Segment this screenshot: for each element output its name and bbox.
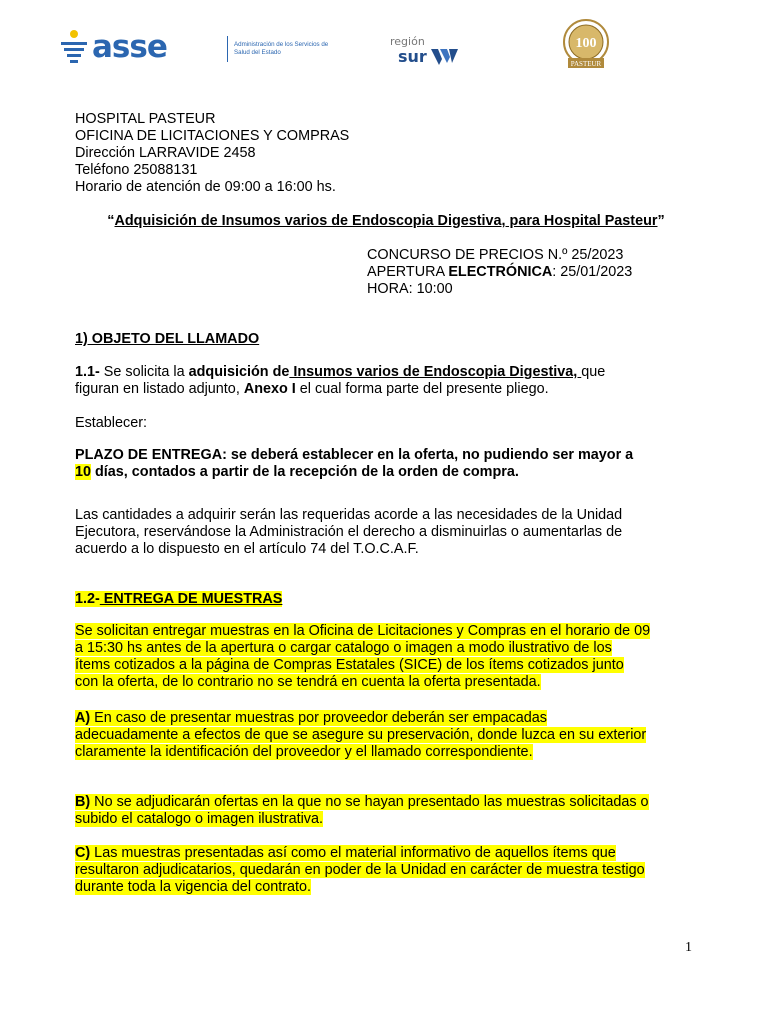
asse-tagline: Administración de los Servicios de Salud del Estado (234, 41, 329, 56)
region-sur-logo (388, 35, 468, 67)
svg-text:PASTEUR: PASTEUR (570, 60, 602, 68)
region-word: región (390, 35, 425, 48)
asse-logo (60, 28, 329, 68)
item-c-paragraph: C) Las muestras presentadas así como el material informativo de aquellos ítems que resultaron adjudicatarios, quedarán en poder de la Unidad en carácter de muestra testigo durante toda la vigencia del contrato. (75, 845, 645, 895)
document-title: “Adquisición de Insumos varios de Endoscopia Digestiva, para Hospital Pasteur” (107, 213, 665, 229)
hora-line: HORA: 10:00 (367, 281, 453, 297)
section-heading-muestras: 1.2- ENTREGA DE MUESTRAS (75, 591, 283, 607)
chevron-arrows-icon (431, 49, 459, 65)
address-line: Dirección LARRAVIDE 2458 (75, 145, 256, 161)
page-number: 1 (685, 940, 692, 955)
sur-word: sur (398, 47, 427, 66)
concurso-number: CONCURSO DE PRECIOS N.º 25/2023 (367, 247, 624, 263)
phone-line: Teléfono 25088131 (75, 162, 198, 178)
item-b-paragraph: B) No se adjudicarán ofertas en la que no se hayan presentado las muestras solicitadas o subido el catalogo o imagen ilustrativa. (75, 794, 649, 827)
asse-wordmark: asse (92, 29, 167, 65)
office-name: OFICINA DE LICITACIONES Y COMPRAS (75, 128, 350, 144)
asse-sun-icon (60, 28, 90, 66)
section-heading-objeto: 1) OBJETO DEL LLAMADO (75, 331, 260, 347)
concurso-info (367, 247, 632, 298)
address-block (75, 111, 697, 196)
cantidades-paragraph: Las cantidades a adquirir serán las requeridas acorde a las necesidades de la Unidad Ejecutora, reservándose la Administración el derecho a disminuirlas o aumentarlas de acuerdo a lo dispuesto en el artículo 74 del T.O.C.A.F. (75, 507, 623, 557)
establecer-label: Establecer: (75, 415, 147, 431)
plazo-entrega: PLAZO DE ENTREGA: se deberá establecer en la oferta, no pudiendo ser mayor a 10 días, contados a partir de la recepción de la orden de compra. (75, 447, 634, 480)
hours-line: Horario de atención de 09:00 a 16:00 hs. (75, 179, 336, 195)
hospital-name: HOSPITAL PASTEUR (75, 111, 216, 127)
paragraph-1-1: 1.1- Se solicita la adquisición de Insumos varios de Endoscopia Digestiva, que figuran en listado adjunto, Anexo I el cual forma parte del presente pliego. (75, 364, 606, 397)
logo-divider (227, 36, 228, 62)
apertura-line: APERTURA ELECTRÓNICA: 25/01/2023 (367, 264, 633, 280)
item-a-paragraph: A) En caso de presentar muestras por proveedor deberán ser empacadas adecuadamente a efectos de que se asegure su preservación, donde luzca en su exterior claramente la identificación del proveedor y el llamado correspondiente. (75, 710, 647, 760)
svg-text:100: 100 (575, 36, 597, 51)
muestras-paragraph: Se solicitan entregar muestras en la Oficina de Licitaciones y Compras en el horario de 09 a 15:30 hs antes de la apertura o cargar catalogo o imagen a modo ilustrativo de los ítems cotizados a la página de Compras Estatales (SICE) de los ítems cotizados junto con la oferta, de lo contrario no se tendrá en cuenta la oferta presentada. (75, 623, 651, 690)
pasteur-seal-icon (556, 18, 616, 70)
